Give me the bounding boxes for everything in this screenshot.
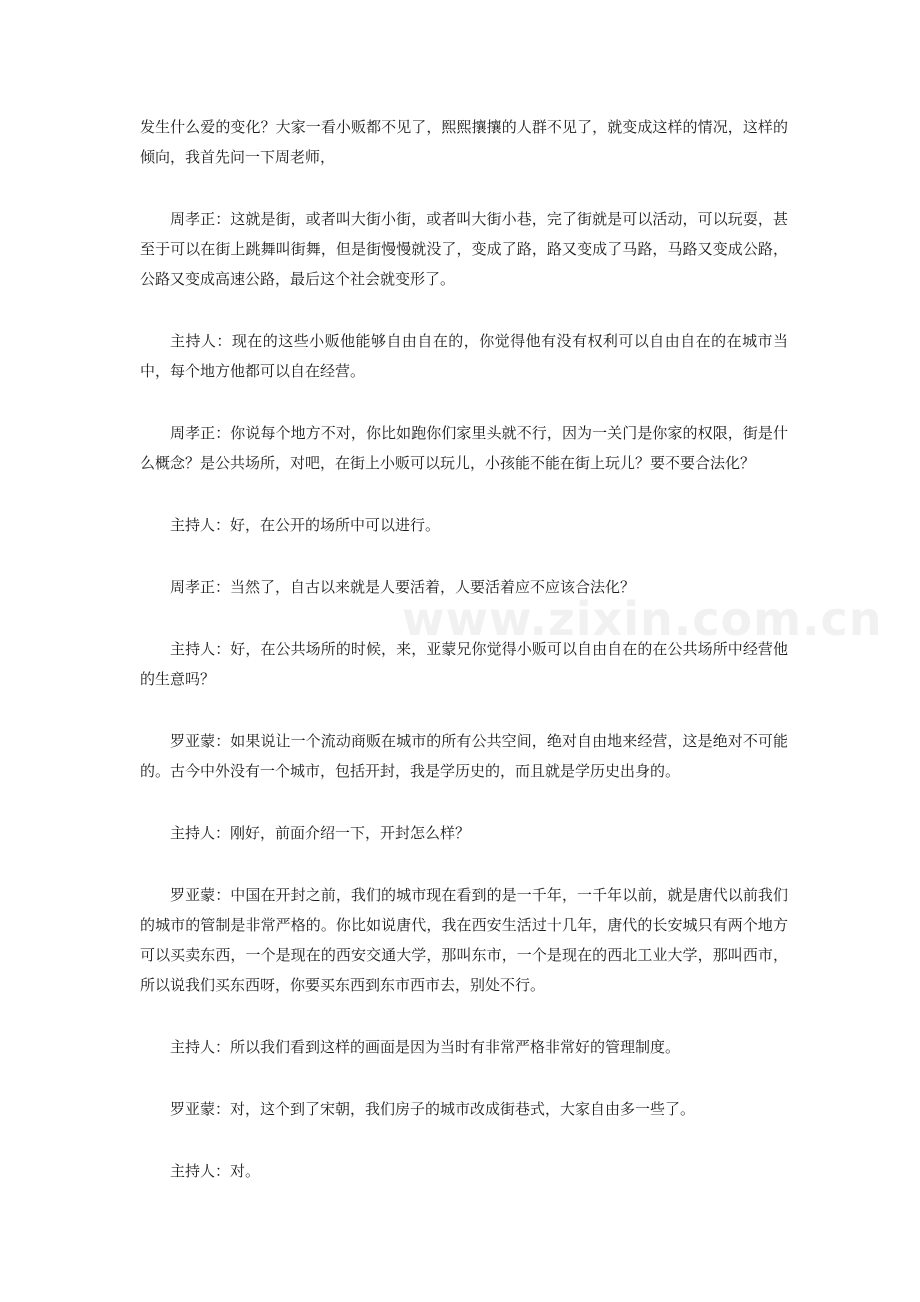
paragraph-host-2: 主持人：好，在公开的场所中可以进行。 [170,516,441,534]
paragraph-luo-2: 罗亚蒙：中国在开封之前，我们的城市现在看到的是一千年，一千年以前，就是唐代以前我们的城市的管制是非常严格的。你比如说唐代，我在西安生活过十几年，唐代的长安城只有两个地方可以买卖东西，一个是现在的西安交通大学，那叫东市，一个是现在的西北工业大学，那叫西市，所以说我们买东西呀，你要买东西到东市西市去，别处不行。 [140,886,788,994]
watermark-text: www.zixin.com.cn [402,592,883,646]
paragraph-host-5: 主持人：所以我们看到这样的画面是因为当时有非常严格非常好的管理制度。 [170,1038,681,1056]
document-body [140,112,788,1218]
paragraph-host-4: 主持人：刚好，前面介绍一下，开封怎么样？ [170,824,471,842]
paragraph-zhou-2: 周孝正：你说每个地方不对，你比如跑你们家里头就不行，因为一关门是你家的权限，街是什么概念？是公共场所，对吧，在街上小贩可以玩儿，小孩能不能在街上玩儿？要不要合法化？ [140,424,788,472]
paragraph-zhou-1: 周孝正：这就是街，或者叫大街小街，或者叫大街小巷，完了街就是可以活动，可以玩耍，甚至于可以在街上跳舞叫街舞，但是街慢慢就没了，变成了路，路又变成了马路，马路又变成公路，公路又变成高速公路，最后这个社会就变形了。 [140,210,788,288]
paragraph-host-6: 主持人：对。 [170,1162,261,1180]
paragraph-host-1: 主持人：现在的这些小贩他能够自由自在的，你觉得他有没有权利可以自由自在的在城市当中，每个地方他都可以自在经营。 [140,332,788,380]
paragraph-luo-1: 罗亚蒙：如果说让一个流动商贩在城市的所有公共空间，绝对自由地来经营，这是绝对不可能的。古今中外没有一个城市，包括开封，我是学历史的，而且就是学历史出身的。 [140,732,788,780]
paragraph-intro: 发生什么爱的变化？大家一看小贩都不见了，熙熙攘攘的人群不见了，就变成这样的情况，这样的倾向，我首先问一下周老师， [140,118,788,166]
paragraph-zhou-3: 周孝正：当然了，自古以来就是人要活着，人要活着应不应该合法化？ [170,578,636,596]
paragraph-host-3: 主持人：好，在公共场所的时候，来，亚蒙兄你觉得小贩可以自由自在的在公共场所中经营他的生意吗？ [140,640,788,688]
paragraph-luo-3: 罗亚蒙：对，这个到了宋朝，我们房子的城市改成街巷式，大家自由多一些了。 [170,1100,696,1118]
